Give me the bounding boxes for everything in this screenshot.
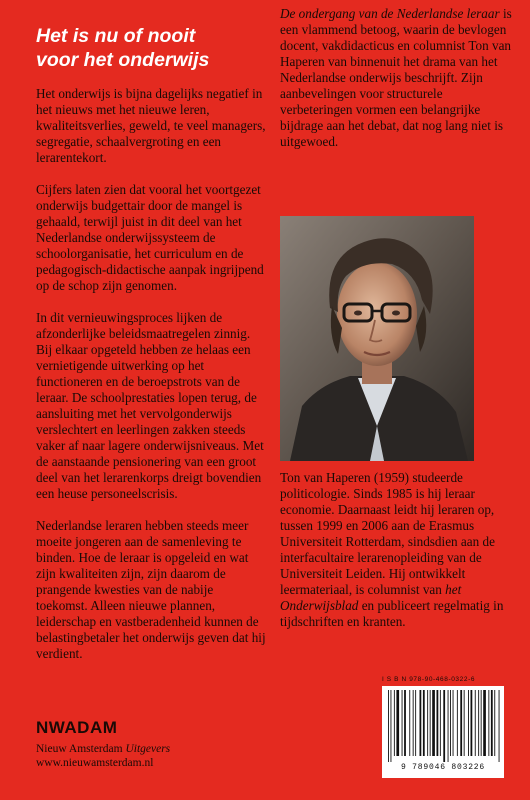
intro-paragraph xyxy=(280,6,516,150)
barcode-bar xyxy=(488,690,489,756)
bio-text: Ton van Haperen (1959) studeerde politicologie. Sinds 1985 is hij leraar economie. Daarnaast leidt hij leraren op, tussen 1999 en 2006 aan de Erasmus Universiteit Rotterdam, sindsdien aan de interfacultaire lerarenopleiding van de Universiteit Leiden. Hij ontwikkelt leermateriaal, is columnist van xyxy=(280,470,495,597)
headline-line-2: voor het onderwijs xyxy=(36,49,210,71)
publisher-imprint: Uitgevers xyxy=(125,743,171,755)
barcode-bar xyxy=(440,690,441,756)
isbn-label: I S B N 978-90-468-0322-6 xyxy=(382,676,476,683)
blurb-paragraph-1: Het onderwijs is bijna dagelijks negatief in het nieuws met het nieuwe leren, kwaliteitsverlies, geweld, te veel managers, segregatie, schaalvergroting en een lerarentekort. xyxy=(36,86,266,165)
intro-text: is een vlammend betoog, waarin de bevlogen docent, vakdidacticus en columnist Ton van Haperen van binnenuit het drama van het Nederlandse onderwijs beschrijft. Zijn aanbevelingen voor structurele verbeteringen vormen een belangrijke bijdrage aan het debat, dat nog lang niet is uitgewoed. xyxy=(280,6,512,149)
barcode-bar xyxy=(468,690,469,756)
barcode-bar xyxy=(388,690,389,762)
author-bio xyxy=(280,470,516,630)
publisher-logo-text: NWADAM xyxy=(36,718,118,737)
barcode-bar xyxy=(457,690,458,756)
barcode-bar xyxy=(409,690,410,756)
blurb-paragraph-3: In dit vernieuwingsproces lijken de afzonderlijke beleidsmaatregelen zinnig. Bij elkaar opgeteld hebben ze helaas een vernietigende uitwerking op het functioneren en de beroepstrots van de leraar. De schoolprestaties lopen terug, de aansluiting met het vervolgonderwijs verslechtert en leerlingen zakken steeds vaker af naar lagere onderwijsniveaus. Met de aanstaande pensionering van een groot deel van het lerarenkorps dreigt bovendien een heuse personeelscrisis. xyxy=(36,310,264,501)
blurb-paragraph-2: Cijfers laten zien dat vooral het voortgezet onderwijs budgettair door de mangel is gehaald, terwijl juist in dit deel van het Nederlandse onderwijssysteem de schoolorganisatie, het curriculum en de pedagogisch-didactische aanpak ingrijpend op de schop zijn genomen. xyxy=(36,182,264,293)
cover-headline xyxy=(36,24,266,72)
barcode-bar xyxy=(448,690,449,762)
barcode-bar xyxy=(491,690,493,756)
bio-text-end: en publiceert regelmatig in tijdschriften en kranten. xyxy=(280,598,504,629)
barcode-bar xyxy=(471,690,473,756)
publisher-url: www.nieuwamsterdam.nl xyxy=(36,757,154,769)
barcode-bar xyxy=(478,690,479,756)
barcode xyxy=(382,686,504,778)
barcode-bar xyxy=(427,690,428,756)
barcode-bar xyxy=(481,690,482,756)
barcode-bar xyxy=(437,690,439,756)
bio-magazine: het Onderwijsblad xyxy=(280,582,462,613)
barcode-bar xyxy=(460,690,462,756)
barcode-bar xyxy=(494,690,495,756)
headline-line-1: Het is nu of nooit xyxy=(36,25,196,47)
barcode-bar xyxy=(396,690,399,756)
publisher-name: Nieuw Amsterdam Uitgevers xyxy=(36,743,171,755)
barcode-bar xyxy=(430,690,431,756)
barcode-bar xyxy=(391,690,392,762)
barcode-bar xyxy=(499,690,500,762)
barcode-bar xyxy=(450,690,451,756)
barcode-bar xyxy=(423,690,425,756)
author-portrait-image xyxy=(280,216,474,461)
blurb-column xyxy=(36,86,268,678)
barcode-bar xyxy=(483,690,486,756)
barcode-bars xyxy=(386,690,500,762)
publisher-logo xyxy=(36,718,256,738)
barcode-bar xyxy=(402,690,403,756)
barcode-bar xyxy=(475,690,476,756)
intro-column xyxy=(280,6,516,150)
barcode-digits: 9 789046 803226 xyxy=(400,763,485,772)
blurb-paragraph-4: Nederlandse leraren hebben steeds meer moeite jongeren aan de samenleving te binden. Hoe de leraar is opgeleid en wat zijn kwaliteiten zijn, zijn daarom de prangende kwesties van de nabije toekomst. Alleen nieuwe plannen, leiderschap en vastberadenheid kunnen de belastingbetaler het onderwijs geven dat hij verdient. xyxy=(36,518,266,661)
barcode-bar xyxy=(464,690,465,756)
barcode-bar xyxy=(415,690,416,756)
author-portrait xyxy=(280,216,474,461)
barcode-bar xyxy=(432,690,435,756)
barcode-bar xyxy=(443,690,445,762)
barcode-bar xyxy=(404,690,406,756)
barcode-bar xyxy=(420,690,422,756)
barcode-bar xyxy=(453,690,454,756)
barcode-bar xyxy=(413,690,414,756)
publisher-block xyxy=(36,718,256,770)
barcode-bar xyxy=(394,690,395,756)
book-title: De ondergang van de Nederlandse leraar xyxy=(280,6,500,21)
